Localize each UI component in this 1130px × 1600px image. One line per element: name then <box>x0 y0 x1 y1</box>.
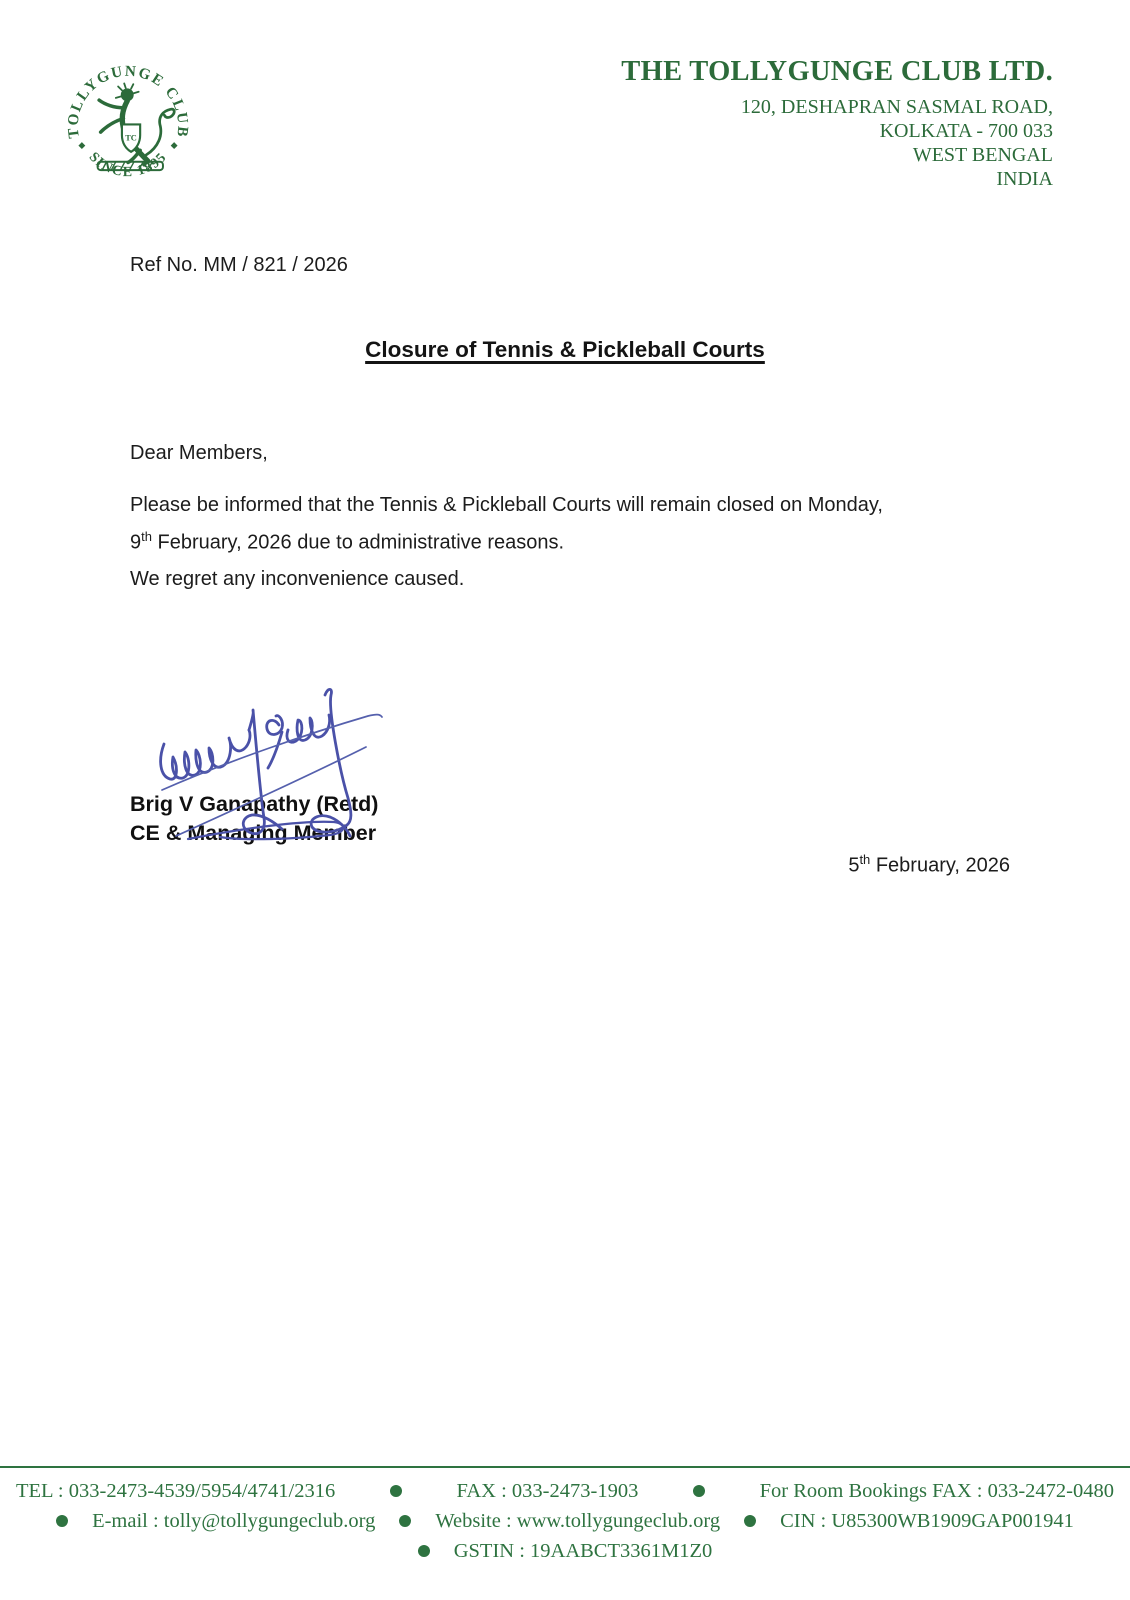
bullet-icon <box>744 1515 756 1527</box>
room-booking-fax-info: For Room Bookings FAX : 033-2472-0480 <box>759 1480 1114 1502</box>
signatory-name: Brig V Ganapathy (Retd) <box>130 792 379 816</box>
gstin-info: GSTIN : 19AABCT3361M1Z0 <box>453 1540 713 1562</box>
website-info: Website : www.tollygungeclub.org <box>435 1510 721 1532</box>
tel-info: TEL : 033-2473-4539/5954/4741/2316 <box>16 1480 336 1502</box>
subject-line <box>0 337 1130 363</box>
logo-left-diamond-icon <box>78 142 85 149</box>
bullet-icon <box>56 1515 68 1527</box>
ref-number: Ref No. MM / 821 / 2026 <box>130 254 348 276</box>
shield-monogram: TC <box>125 133 137 143</box>
footer-row-1 <box>0 1476 1130 1506</box>
logo-bottom-arc-text: SINCE 1895 <box>85 149 171 181</box>
bullet-icon <box>693 1485 705 1497</box>
letterhead-right-block <box>621 56 1053 191</box>
cin-info: CIN : U85300WB1909GAP001941 <box>780 1510 1074 1532</box>
logo-top-arc-text: TOLLYGUNGE CLUB <box>64 62 192 140</box>
signatory-block <box>130 790 378 848</box>
company-name: THE TOLLYGUNGE CLUB LTD. <box>621 56 1053 87</box>
footer-contact-bar <box>0 1466 1130 1566</box>
salutation: Dear Members, <box>130 442 268 464</box>
body-paragraph-2: We regret any inconvenience caused. <box>130 568 465 590</box>
letter-date: 5th February, 2026 <box>848 852 1010 877</box>
email-info: E-mail : tolly@tollygungeclub.org <box>92 1510 376 1532</box>
signatory-title: CE & Managing Member <box>130 821 377 845</box>
address-line-1: 120, DESHAPRAN SASMAL ROAD, <box>740 96 1053 118</box>
footer-row-3 <box>0 1536 1130 1566</box>
subject-title: Closure of Tennis & Pickleball Courts <box>365 337 765 362</box>
body-paragraph-1: Please be informed that the Tennis & Pickleball Courts will remain closed on Monday, 9th February, 2026 due to administrative reasons. <box>130 494 883 554</box>
tollygunge-club-logo <box>52 50 204 202</box>
bullet-icon <box>390 1485 402 1497</box>
bullet-icon <box>418 1545 430 1557</box>
address-line-2: KOLKATA - 700 033 <box>879 120 1053 142</box>
address-line-4: INDIA <box>996 168 1053 190</box>
footer-row-2 <box>0 1506 1130 1536</box>
address-line-3: WEST BENGAL <box>912 144 1053 166</box>
logo-right-diamond-icon <box>171 142 178 149</box>
bullet-icon <box>399 1515 411 1527</box>
fax-info: FAX : 033-2473-1903 <box>456 1480 639 1502</box>
